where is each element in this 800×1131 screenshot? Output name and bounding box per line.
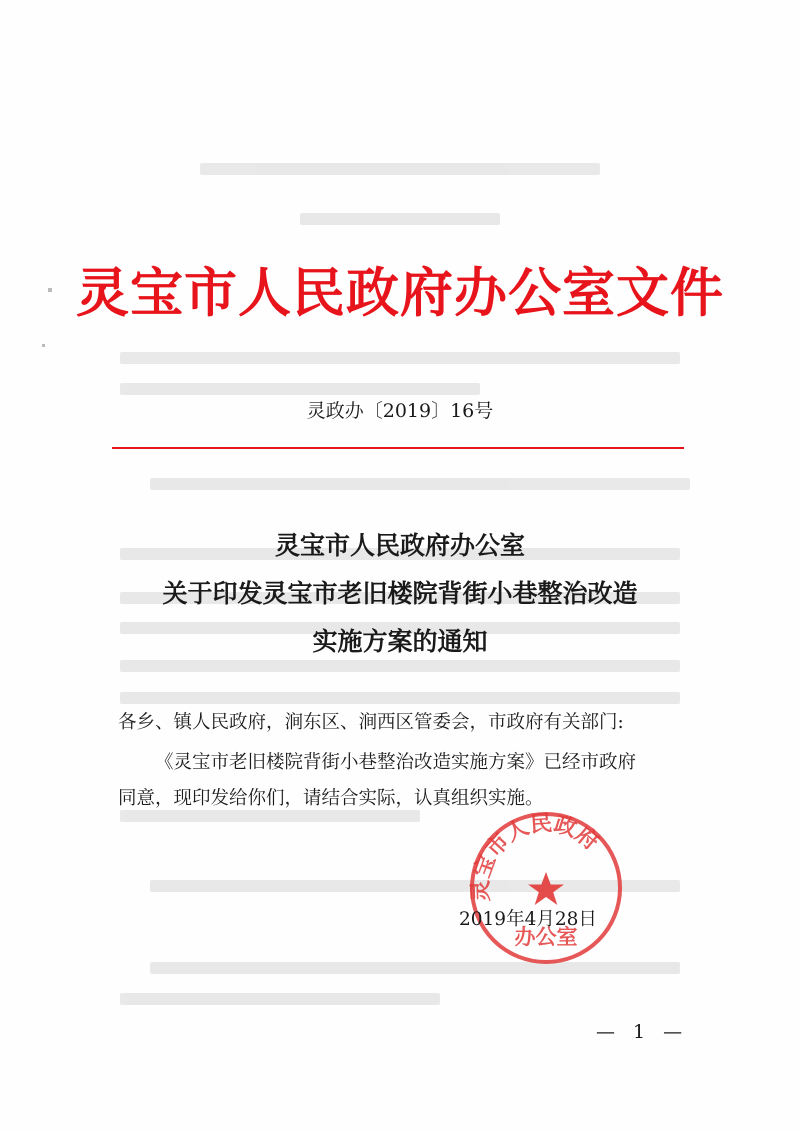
notice-title xyxy=(0,522,800,666)
document-header: 灵宝市人民政府办公室文件 xyxy=(76,262,724,324)
seal-text: 灵宝市人民政府 xyxy=(467,810,604,903)
red-divider xyxy=(112,447,684,449)
scan-speck xyxy=(42,344,45,347)
notice-body xyxy=(118,745,698,817)
page-number: — 1 — xyxy=(596,1021,689,1043)
title-line: 实施方案的通知 xyxy=(312,627,488,656)
body-line: 同意，现印发给你们，请结合实际，认真组织实施。 xyxy=(118,788,544,809)
document-number: 灵政办〔2019〕16号 xyxy=(306,400,494,422)
body-line: 《灵宝市老旧楼院背街小巷整治改造实施方案》已经市政府 xyxy=(155,752,637,773)
title-line: 灵宝市人民政府办公室 xyxy=(274,531,525,560)
issue-date: 2019年4月28日 xyxy=(459,909,597,930)
official-seal-stamp xyxy=(466,808,626,968)
seal-office-text: 办公室 xyxy=(514,924,578,949)
star-icon xyxy=(528,872,564,905)
recipients-line: 各乡、镇人民政府，涧东区、涧西区管委会，市政府有关部门: xyxy=(118,712,624,733)
title-line: 关于印发灵宝市老旧楼院背街小巷整治改造 xyxy=(162,579,638,608)
